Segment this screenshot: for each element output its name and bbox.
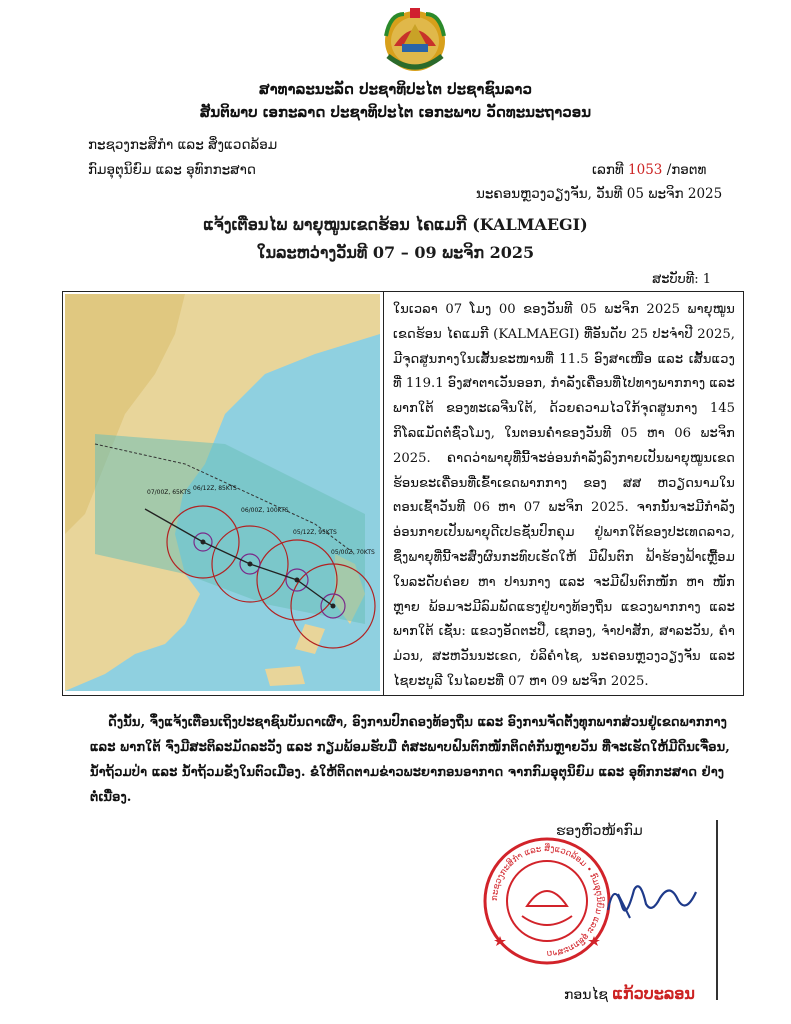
forecast-table (62, 291, 744, 696)
edition-number: ສະບັບທີ: 1 (652, 272, 711, 287)
republic-name: ສາທາລະນະລັດ ປະຊາທິປະໄຕ ປະຊາຊົນລາວ (259, 80, 532, 98)
notice-title: ແຈ້ງເຕືອນໄພ ພາຍຸໝູນເຂດຮ້ອນ ໄຄແມກີ (KALMAEGI) (203, 215, 588, 234)
doc-number-value: 1053 (628, 162, 663, 178)
signer-first-name: ກອນໄຊ (564, 987, 608, 1003)
place-date: ນະຄອນຫຼວງວຽງຈັນ, ວັນທີ 05 ພະຈິກ 2025 (476, 186, 723, 202)
signer-position: ຮອງຫົວໜ້າກົມ (556, 823, 643, 839)
signature-margin-line (716, 820, 718, 1000)
ministry-name: ກະຊວງກະສິກຳ ແລະ ສິ່ງແວດລ້ອມ (88, 137, 278, 153)
notice-period: ໃນລະຫວ່າງວັນທີ 07 – 09 ພະຈິກ 2025 (256, 243, 535, 262)
doc-number-suffix: /ກອຕທ (666, 162, 707, 178)
department-name: ກົມອຸຕຸນິຍົມ ແລະ ອຸທົກກະສາດ (88, 162, 256, 178)
track-label-4: 05/12Z, 95KTS (293, 529, 337, 536)
track-label-1: 07/00Z, 65KTS (147, 489, 191, 496)
signer-name (564, 984, 695, 1003)
advisory-paragraph: ດັ່ງນັ້ນ, ຈຶ່ງແຈ້ງເຕືອນເຖິງປະຊາຊົນບັນດາເຜົ່າ, ອົງການປົກຄອງທ້ອງຖິ່ນ ແລະ ອົງການຈັດຕັ້ງທຸກພາກສ່ວນຢູ່ເຂດພາກກາງ ແລະ ພາກໃຕ້ ຈົ່ງມີສະຕິລະມັດລະວັງ ແລະ ກຽມພ້ອມຮັບມື ຕໍ່ສະພາບຝົນຕົກໜັກຕິດຕໍ່ກັນຫຼາຍວັນ ທີ່ຈະເຮັດໃຫ້ມີດິນເຈື່ອນ, ນ້ຳຖ້ວມປ່າ ແລະ ນ້ຳຖ້ວມຂັງໃນຕົວເມືອງ. ຂໍໃຫ້ຕິດຕາມຂ່າວພະຍາກອນອາກາດ ຈາກກົມອຸຕຸນິຍົມ ແລະ ອຸທົກກະສາດ ຢ່າງຕໍ່ເນື່ອງ. (90, 715, 730, 805)
track-label-5: 05/00Z, 70KTS (331, 549, 375, 556)
storm-track-map (65, 294, 380, 691)
signer-last-name: ແກ້ວບະລອນ (612, 984, 695, 1003)
document-number (592, 162, 706, 178)
track-label-3: 06/00Z, 100KTS (241, 507, 289, 514)
storm-description: ໃນເວລາ 07 ໂມງ 00 ຂອງວັນທີ 05 ພະຈິກ 2025 ພາຍຸໝູນເຂດຮ້ອນ ໄຄແມກີ (KALMAEGI) ທີ່ອັນດັບ 25 ປະຈຳປີ 2025, ມີຈຸດສູນກາງໃນເສັ້ນຂະໜານທີ່ 11.5 ອົງສາເໜືອ ແລະ ເສັ້ນແວງທີ່ 119.1 ອົງສາຕາເວັນອອກ, ກຳລັງເຄື່ອນທີ່ໄປທາງພາກກາງ ແລະ ພາກໃຕ້ ຂອງທະເລຈີນໃຕ້, ດ້ວຍຄວາມໄວໃກ້ຈຸດສູນກາງ 145 ກິໂລແມັດຕໍ່ຊົ່ວໂມງ, ໃນຕອນຄ່ຳຂອງວັນທີ 05 ຫາ 06 ພະຈິກ 2025. ຄາດວ່າພາຍຸທີ່ນີ້ຈະອ່ອນກຳລັງລົງກາຍເປັນພາຍຸໝູນເຂດຮ້ອນຂະເຄື່ອນທີ່ເຂົ້າເຂດພາກກາງ ຂອງ ສສ ຫວຽດນາມໃນຕອນເຊົ້າວັນທີ 06 ຫາ 07 ພະຈິກ 2025. ຈາກນັ້ນຈະມີກຳລັງອ່ອນກາຍເປັນພາຍຸດີເປຣຊັນປົກຄຸມ ຢູ່ພາກໃຕ້ຂອງປະເທດລາວ, ຊຶ່ງພາຍຸທີ່ນີ້ຈະສົ່ງຜົນກະທົບເຮັດໃຫ້ ມີຝົນຕົກ ຟ້າຮ້ອງຟ້າເຫຼື້ອມ ໃນລະດັບຄ່ອຍ ຫາ ປານກາງ ແລະ ຈະມີຝົນຕົກໜັກ ຫາ ໜັກຫຼາຍ ພ້ອມຈະມີລົມພັດແຮງຢູ່ບາງທ້ອງຖິ່ນ ແຂວງພາກກາງ ແລະ ພາກໃຕ້ ເຊັ່ນ: ແຂວງອັດຕະປື, ເຊກອງ, ຈຳປາສັກ, ສາລະວັນ, ຄຳມ່ວນ, ສະຫວັນນະເຂດ, ບໍລິຄຳໄຊ, ນະຄອນຫຼວງວຽງຈັນ ແລະ ໄຊຍະບູລີ ໃນໄລຍະທີ່ 07 ຫາ 09 ພະຈິກ 2025. (393, 302, 735, 689)
seal-ring-text: ກະຊວງກະສິກຳ ແລະ ສິ່ງແວດລ້ອມ • ກົມອຸຕຸນິຍົມ ແລະ ອຸທົກກະສາດ (489, 843, 605, 959)
handwritten-signature (600, 870, 700, 925)
national-motto: ສັນຕິພາບ ເອກະລາດ ປະຊາທິປະໄຕ ເອກະພາບ ວັດທະນະຖາວອນ (199, 103, 592, 121)
track-label-2: 06/12Z, 85KTS (193, 485, 237, 492)
doc-number-prefix: ເລກທີ (592, 162, 624, 178)
official-seal (482, 836, 612, 966)
lao-national-emblem (374, 6, 456, 76)
table-divider (383, 292, 384, 695)
